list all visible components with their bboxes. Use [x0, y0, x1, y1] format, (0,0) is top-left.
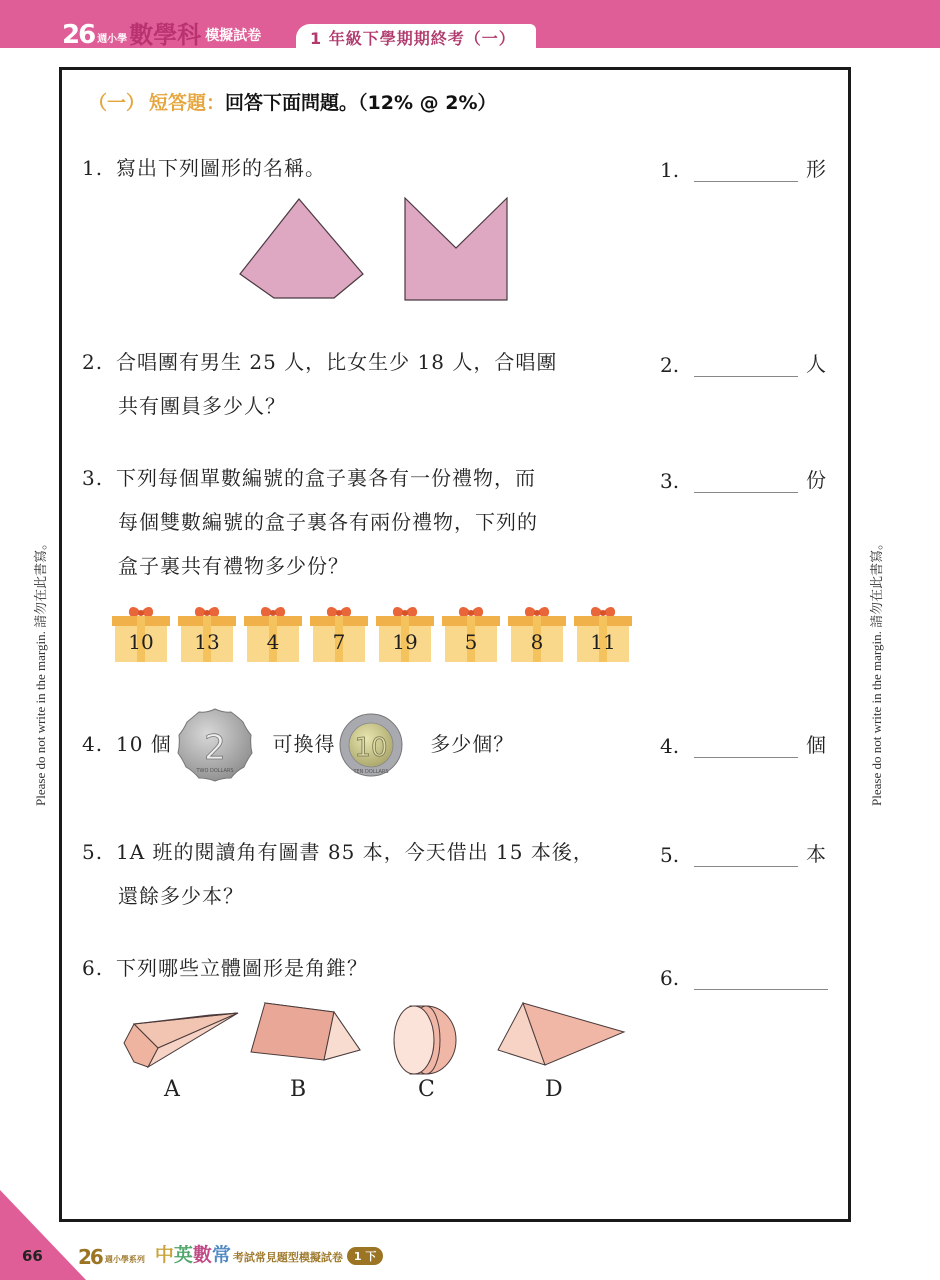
option-d-label: D	[545, 1077, 563, 1102]
two-dollar-coin-icon	[176, 707, 254, 783]
question-text-line-2: 還餘多少本？	[118, 884, 244, 908]
gift-box	[244, 602, 302, 662]
question-number: 3.	[82, 466, 104, 490]
question-text-line-2: 每個雙數編號的盒子裏各有兩份禮物，下列的	[118, 510, 538, 534]
margin-note-left: Please do not write in the margin. 請勿在此書寫。	[33, 536, 48, 806]
question-text: 下列哪些立體圖形是角錐？	[116, 956, 368, 980]
answer-unit: 本	[806, 842, 826, 866]
question-6	[82, 946, 368, 990]
gift-box	[310, 602, 368, 662]
question-number: 1.	[82, 156, 104, 180]
question-5	[82, 830, 594, 918]
answer-unit: 人	[806, 352, 826, 376]
brand-series: 週小學系列	[104, 1255, 145, 1264]
svg-text:TWO DOLLARS: TWO DOLLARS	[196, 768, 234, 774]
question-1	[82, 146, 326, 190]
question-text-part-1: 10 個	[116, 732, 172, 756]
margin-note-right: Please do not write in the margin. 請勿在此書寫。	[869, 536, 884, 806]
answer-unit: 份	[806, 468, 826, 492]
gift-number: 11	[590, 630, 616, 654]
section-number: （一）	[88, 92, 146, 114]
footer-brand	[78, 1240, 383, 1267]
gift-number: 7	[332, 630, 346, 654]
question-text: 寫出下列圖形的名稱。	[116, 156, 326, 180]
answer-number: 2.	[660, 353, 680, 377]
svg-text:10: 10	[354, 733, 388, 763]
gift-box	[442, 602, 500, 662]
solid-figures	[110, 995, 640, 1075]
section-instruction: 回答下面問題。（12% @ 2%）	[225, 92, 497, 114]
section-title	[88, 88, 497, 115]
answer-number: 4.	[660, 734, 680, 758]
exam-title-tab	[296, 24, 536, 50]
question-number: 2.	[82, 350, 104, 374]
brand-char-4: 常	[211, 1244, 231, 1266]
question-3	[82, 456, 538, 588]
answer-2	[660, 349, 826, 377]
question-text-part-3: 多少個？	[430, 732, 515, 756]
gift-box	[178, 602, 236, 662]
option-b-label: B	[290, 1077, 307, 1102]
option-c-label: C	[418, 1077, 435, 1102]
option-a-label: A	[164, 1077, 180, 1102]
brand-char-2: 英	[173, 1244, 193, 1266]
page-number: 66	[22, 1247, 43, 1265]
gift-number: 13	[194, 630, 220, 654]
mock-label: 模擬試卷	[205, 28, 262, 44]
corner-decoration	[0, 1190, 86, 1280]
answer-blank-6[interactable]	[694, 968, 828, 990]
answer-4	[660, 730, 826, 758]
question-text-line-1: 合唱團有男生 25 人，比女生少 18 人，合唱團	[116, 350, 558, 374]
svg-text:2: 2	[204, 728, 226, 768]
gift-number: 5	[464, 630, 478, 654]
question-text-line-1: 1A 班的閱讀角有圖書 85 本，今天借出 15 本後，	[116, 840, 594, 864]
hexagonal-pyramid-icon	[124, 1013, 238, 1067]
answer-blank-5[interactable]	[694, 845, 798, 867]
question-text-line-1: 下列每個單數編號的盒子裏各有一份禮物，而	[116, 466, 536, 490]
gift-box	[112, 602, 170, 662]
subject-title: 數學科	[129, 21, 202, 49]
question-number: 5.	[82, 840, 104, 864]
answer-number: 3.	[660, 469, 680, 493]
question-text-line-2: 共有團員多少人？	[118, 394, 286, 418]
gift-number: 10	[128, 630, 154, 654]
triangular-prism-icon	[251, 1003, 360, 1060]
section-kind: 短答題：	[149, 92, 226, 114]
answer-unit: 形	[806, 157, 826, 181]
answer-blank-2[interactable]	[694, 355, 798, 377]
gift-box	[508, 602, 566, 662]
answer-number: 6.	[660, 966, 680, 990]
answer-6	[660, 962, 836, 990]
answer-3	[660, 465, 826, 493]
answer-number: 1.	[660, 158, 680, 182]
pentagon-shape-icon	[236, 194, 516, 306]
ten-dollar-coin-icon	[338, 712, 404, 778]
header-logo	[62, 20, 265, 48]
answer-blank-3[interactable]	[694, 471, 798, 493]
gift-box	[574, 602, 632, 662]
question-number: 6.	[82, 956, 104, 980]
brand-subtitle: 考試常見題型模擬試卷	[232, 1251, 343, 1264]
answer-5	[660, 839, 826, 867]
grade-badge: 1 下	[347, 1247, 383, 1265]
exam-title: 1 年級下學期期終考（一）	[310, 28, 516, 48]
gift-number: 8	[530, 630, 544, 654]
brand-char-1: 中	[154, 1244, 174, 1266]
logo-number: 26	[62, 20, 95, 50]
gift-box	[376, 602, 434, 662]
brand-char-3: 數	[192, 1244, 212, 1266]
answer-1	[660, 154, 826, 182]
logo-school: 週小學	[97, 34, 128, 45]
answer-number: 5.	[660, 843, 680, 867]
brand-number: 26	[78, 1245, 102, 1269]
gift-number: 4	[266, 630, 280, 654]
svg-text:TEN DOLLARS: TEN DOLLARS	[353, 769, 389, 775]
gift-number: 19	[392, 630, 418, 654]
answer-blank-4[interactable]	[694, 736, 798, 758]
question-2	[82, 340, 557, 428]
gift-box-row	[112, 602, 632, 662]
triangular-pyramid-icon	[498, 1003, 624, 1065]
question-text-line-3: 盒子裏共有禮物多少份？	[118, 554, 349, 578]
answer-unit: 個	[806, 733, 826, 757]
answer-blank-1[interactable]	[694, 160, 798, 182]
question-text-part-2: 可換得	[272, 732, 336, 756]
question-number: 4.	[82, 732, 104, 756]
cylinder-icon	[394, 1006, 456, 1074]
